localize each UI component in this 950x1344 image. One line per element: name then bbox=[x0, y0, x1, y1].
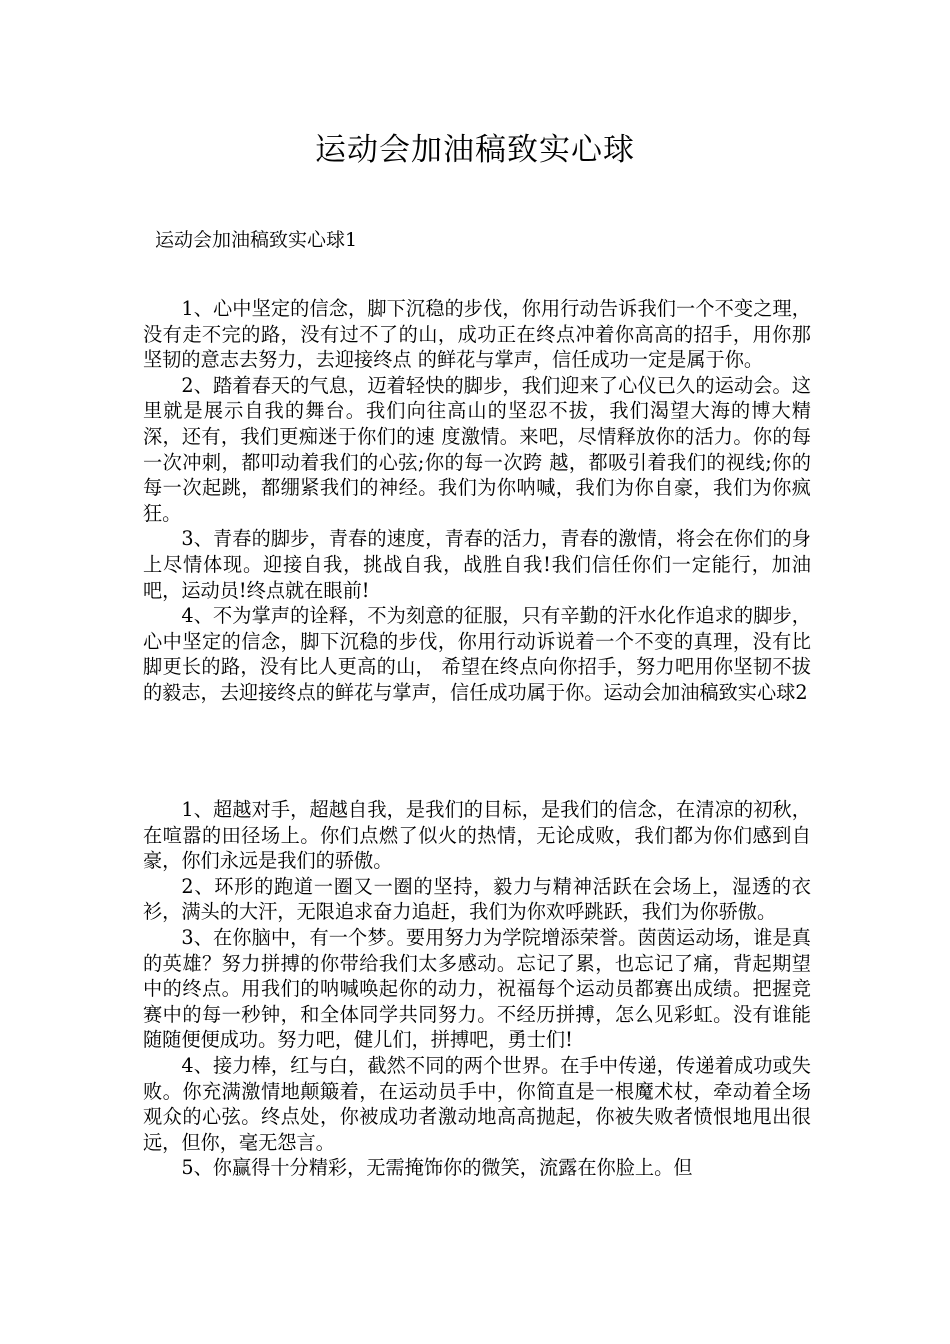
section-2-paragraph-1: 1、超越对手，超越自我，是我们的目标，是我们的信念，在清凉的初秋，在喧嚣的田径场上。你们点燃了似火的热情，无论成败，我们都为你们感到自豪，你们永远是我们的骄傲。 bbox=[143, 798, 811, 873]
section-2-paragraph-2: 2、环形的跑道一圈又一圈的坚持，毅力与精神活跃在会场上，湿透的衣衫，满头的大汗，无限追求奋力追赶，我们为你欢呼跳跃，我们为你骄傲。 bbox=[143, 874, 811, 924]
section-2-paragraph-5: 5、你赢得十分精彩，无需掩饰你的微笑，流露在你脸上。但 bbox=[181, 1156, 693, 1180]
section-2-heading: 运动会加油稿致实心球2 bbox=[603, 680, 808, 704]
section-1-heading: 运动会加油稿致实心球1 bbox=[155, 229, 358, 251]
section-2-paragraph-3: 3、在你脑中，有一个梦。要用努力为学院增添荣誉。茵茵运动场，谁是真的英雄？努力拼搏的你带给我们太多感动。忘记了累，也忘记了痛，背起期望中的终点。用我们的呐喊唤起你的动力，祝福每个运动员都赛出成绩。把握竞赛中的每一秒钟，和全体同学共同努力。不经历拼搏，怎么见彩虹。没有谁能随随便便成功。努力吧，健儿们，拼搏吧，勇士们! bbox=[143, 925, 811, 1052]
section-1-paragraph-2: 2、踏着春天的气息，迈着轻快的脚步，我们迎来了心仪已久的运动会。这里就是展示自我的舞台。我们向往高山的坚忍不拔，我们渴望大海的博大精深，还有，我们更痴迷于你们的速 度激情。来吧，尽情释放你的活力。你的每一次冲刺，都叩动着我们的心弦;你的每一次跨 越，都吸引着我们的视线;你的每一次起跳，都绷紧我们的神经。我们为你呐喊，我们为你自豪，我们为你疯狂。 bbox=[143, 373, 811, 525]
section-1-paragraph-4 bbox=[143, 603, 811, 705]
section-2-paragraph-4: 4、接力棒，红与白，截然不同的两个世界。在手中传递，传递着成功或失败。你充满激情地颠簸着，在运动员手中，你简直是一根魔术杖，牵动着全场观众的心弦。终点处，你被成功者激动地高高抛起，你被失败者愤恨地甩出很远，但你，毫无怨言。 bbox=[143, 1053, 811, 1154]
section-1-paragraph-3: 3、青春的脚步，青春的速度，青春的活力，青春的激情，将会在你们的身上尽情体现。迎接自我，挑战自我，战胜自我!我们信任你们一定能行，加油吧，运动员!终点就在眼前! bbox=[143, 527, 811, 602]
document-title: 运动会加油稿致实心球 bbox=[315, 132, 635, 168]
section-1-paragraph-4-text: 4、不为掌声的诠释，不为刻意的征服，只有辛勤的汗水化作追求的脚步，心中坚定的信念，脚下沉稳的步伐，你用行动诉说着一个不变的真理，没有比脚更长的路，没有比人更高的山， 希望在终点向你招手，努力吧用你坚韧不拔的毅志，去迎接终点的鲜花与掌声，信任成功属于你。 bbox=[143, 604, 811, 704]
section-1-paragraph-1: 1、心中坚定的信念，脚下沉稳的步伐，你用行动告诉我们一个不变之理，没有走不完的路，没有过不了的山，成功正在终点冲着你高高的招手，用你那坚韧的意志去努力，去迎接终点 的鲜花与掌声，信任成功一定是属于你。 bbox=[143, 297, 811, 372]
section-1-body bbox=[143, 296, 811, 706]
section-2-body bbox=[143, 797, 811, 1181]
